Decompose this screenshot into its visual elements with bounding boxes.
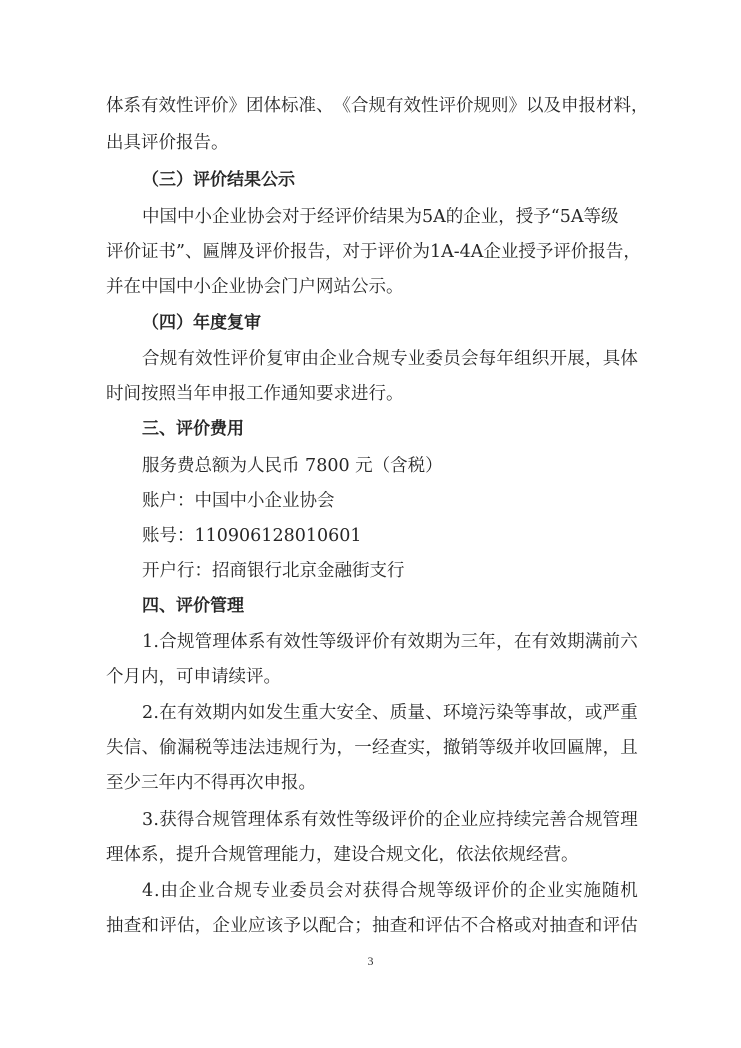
page-number: 3 [367, 954, 374, 968]
document-page: 体 系 有 效 性 评 价 》 团 体 标 准 、 《 合 规 有 效 性 评 价 规 则 》 以 及 申 报 材 料 ， 出具评价报告。 （三）评价结果公示 中国中小企业协会对于经评价结果为5A的企业，授予“5A等级 评价证书”、匾牌及评价报告，对于评价为1A-4A企业授予评价报告， 并在中国中小企业协会门户网站公示。 （四）年度复审 合 规 有 效 性 评 价 复 审 由 企 业 合 规 专 业 委 员 会 每 年 组 织 开 展 ， 具 体 时间按照当年申报工作通知要求进行。 三、评价费用 服务费总额为人民币 7800 元（含税） 账户：中国中小企业协会 账号：110906128010601 开户行：招商银行北京金融街支行 四、评价管理 1 . 合 规 管 理 体 系 有 效 性 等 级 评 价 有 效 期 为 三 年 ， 在 有 效 期 满 前 六 个月内，可申请续评。 2 . 在 有 效 期 内 如 发 生 重 大 安 全 、 质 量 、 环 境 污 染 等 事 故 ， 或 严 重 失 信 、 偷 漏 税 等 违 法 违 规 行 为 ， 一 经 查 实 ， 撤 销 等 级 并 收 回 匾 牌 ， 且 至少三年内不得再次申报。 3 . 获 得 合 规 管 理 体 系 有 效 性 等 级 评 价 的 企 业 应 持 续 完 善 合 规 管 理 理体系，提升合规管理能力，建设合规文化，依法依规经营。 4 . 由 企 业 合 规 专 业 委 员 会 对 获 得 合 规 等 级 评 价 的 企 业 实 施 随 机 抽 查 和 评 估 ， 企 业 应 该 予 以 配 合 ； 抽 查 和 评 估 不 合 格 或 对 抽 查 和 评 估 3 [0, 0, 741, 1048]
